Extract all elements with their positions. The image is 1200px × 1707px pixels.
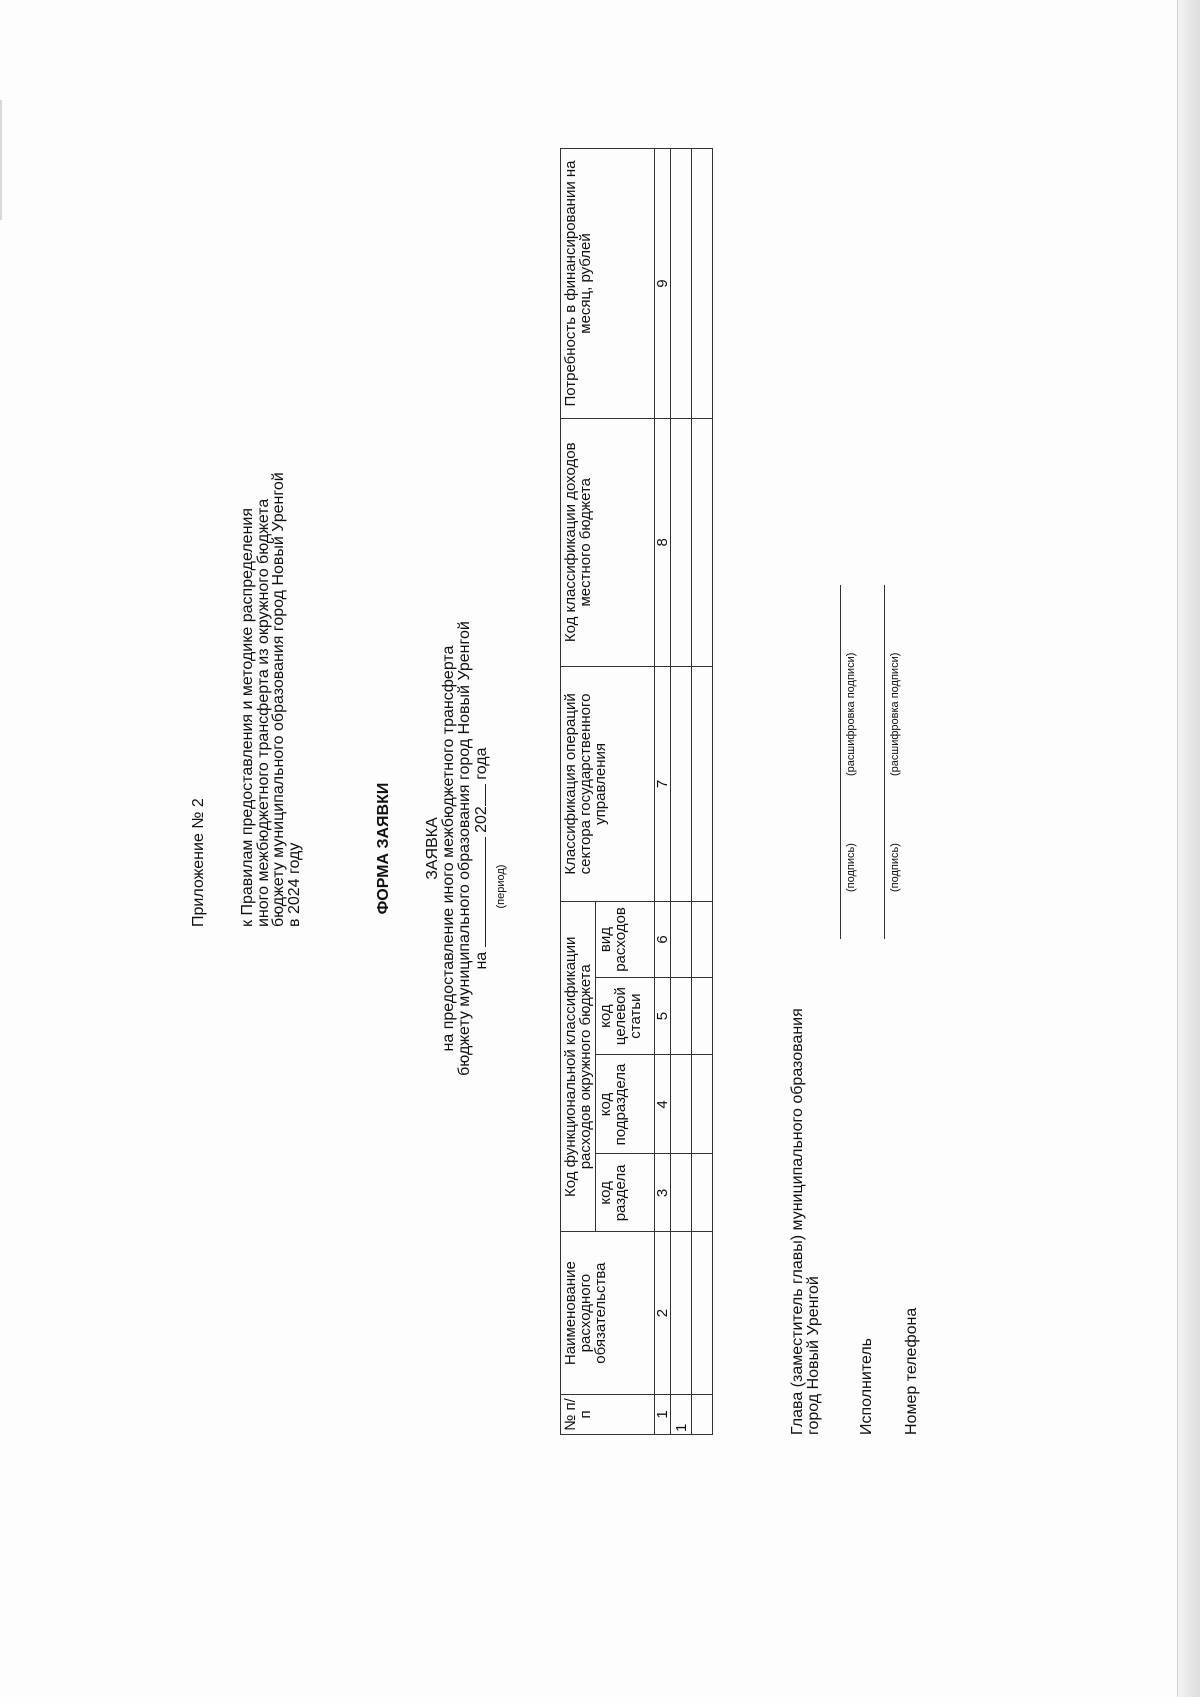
column-number: 6	[655, 902, 671, 977]
heading-line2: бюджету муниципального образования город Новый Уренгой	[456, 621, 473, 1076]
head-line1: Глава (заместитель главы) муниципального образования	[789, 1008, 806, 1435]
header-target: код целевой статьи	[596, 977, 655, 1055]
table-cell[interactable]	[671, 149, 692, 419]
column-number: 9	[655, 149, 671, 419]
column-number: 5	[655, 977, 671, 1055]
table-cell[interactable]	[692, 1154, 713, 1232]
table-number-row	[655, 149, 671, 1435]
table-cell[interactable]	[692, 977, 713, 1055]
table-cell[interactable]	[692, 1394, 713, 1434]
header-section: код раздела	[596, 1154, 655, 1232]
column-number: 7	[655, 666, 671, 902]
table-cell[interactable]	[671, 666, 692, 902]
application-table	[560, 148, 713, 1435]
header-subsection: код подраздела	[596, 1055, 655, 1154]
signature-line[interactable]	[884, 807, 885, 939]
table-cell[interactable]	[692, 1055, 713, 1154]
table-cell[interactable]	[692, 419, 713, 667]
row-number: 1	[671, 1394, 692, 1434]
table-cell[interactable]	[692, 149, 713, 419]
table-cell[interactable]	[671, 1055, 692, 1154]
table-cell[interactable]	[671, 977, 692, 1055]
header-no: № п/п	[561, 1394, 655, 1434]
header-name: Наименование расходного обязательства	[561, 1232, 655, 1395]
table-row	[671, 149, 692, 1435]
period-blank[interactable]	[473, 837, 486, 947]
column-number: 4	[655, 1055, 671, 1154]
decode-line[interactable]	[884, 585, 885, 807]
heading-period-line	[473, 10, 490, 1707]
period-caption	[495, 0, 507, 1697]
appendix-line: к Правилам предоставления и методике распределения	[239, 507, 256, 927]
header-expense-type: вид расходов	[596, 902, 655, 977]
table-cell[interactable]	[671, 1232, 692, 1395]
signature-caption: (подпись)	[845, 843, 857, 892]
appendix-number: Приложение № 2	[190, 798, 207, 927]
heading-title: ЗАЯВКА	[424, 817, 441, 880]
column-number: 3	[655, 1154, 671, 1232]
table-cell[interactable]	[671, 419, 692, 667]
header-need: Потребность в финансировании на месяц, рублей	[561, 149, 655, 419]
head-line2: город Новый Уренгой	[805, 1276, 822, 1435]
appendix-reference	[240, 472, 302, 927]
table-cell[interactable]	[671, 1154, 692, 1232]
signature-caption: (подпись)	[889, 843, 901, 892]
column-number: 8	[655, 419, 671, 667]
head-signature-label	[790, 1008, 822, 1435]
executor-label: Исполнитель	[858, 1337, 875, 1435]
year-suffix: года	[473, 747, 490, 780]
header-classification-group: Код функциональной классификации расходов окружного бюджета	[561, 902, 596, 1232]
appendix-line: иного межбюджетного трансферта из окружного бюджета	[254, 498, 272, 927]
year-blank[interactable]	[473, 784, 486, 806]
decode-caption: (расшифровка подписи)	[845, 652, 857, 776]
decode-line[interactable]	[840, 585, 841, 807]
header-income-code: Код классификации доходов местного бюджета	[561, 419, 655, 667]
header-kosgu: Классификация операций сектора государственного управления	[561, 666, 655, 902]
column-number: 2	[655, 1232, 671, 1395]
table-cell[interactable]	[692, 1232, 713, 1395]
table-header-row	[561, 149, 596, 1435]
table-cell[interactable]	[692, 902, 713, 977]
table-row-empty	[692, 149, 713, 1435]
period-prefix: на	[473, 951, 490, 970]
table-cell[interactable]	[671, 902, 692, 977]
form-title: ФОРМА ЗАЯВКИ	[375, 782, 392, 915]
column-number: 1	[655, 1394, 671, 1434]
heading-line1: на предоставление иного межбюджетного трансферта	[440, 645, 457, 1052]
decode-caption: (расшифровка подписи)	[889, 652, 901, 776]
year-prefix: 202	[473, 806, 490, 833]
signature-line[interactable]	[840, 807, 841, 939]
period-caption-text: (период)	[495, 864, 507, 909]
table-cell[interactable]	[692, 666, 713, 902]
application-heading	[425, 0, 490, 1697]
appendix-line: бюджету муниципального образования город Новый Уренгой	[270, 472, 287, 927]
phone-label: Номер телефона	[903, 1307, 920, 1435]
appendix-line: в 2024 году	[285, 842, 303, 927]
